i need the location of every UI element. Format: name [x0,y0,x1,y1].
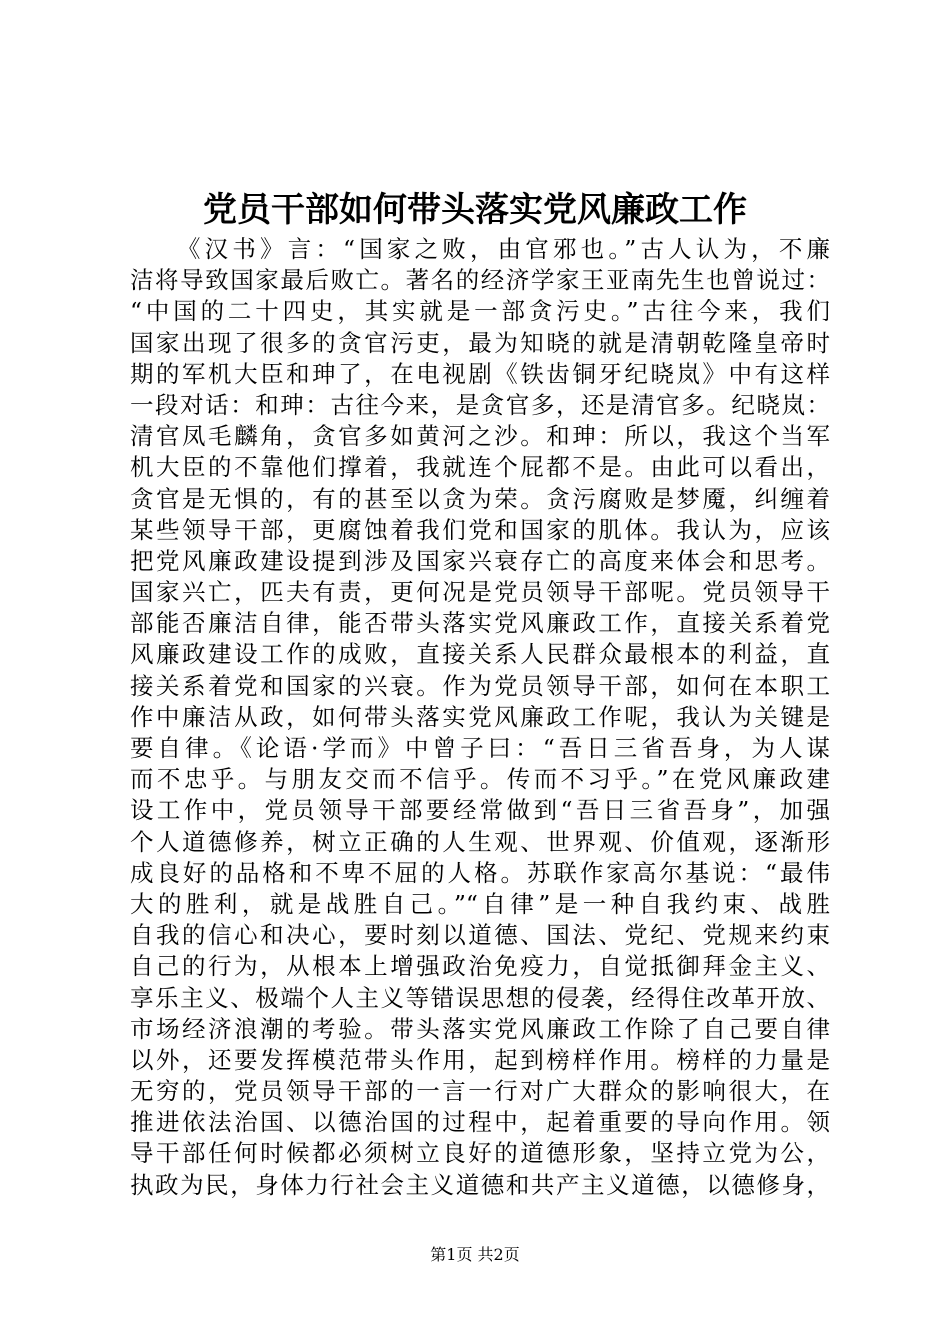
body-line: 作中廉洁从政，如何带头落实党风廉政工作呢，我认为关键是 [130,702,830,731]
body-line: “中国的二十四史，其实就是一部贪污史。”古往今来，我们 [130,297,830,326]
document-body [130,234,830,1201]
body-line: 要自律。《论语·学而》中曾子曰：“吾日三省吾身，为人谋 [130,734,830,762]
body-line: 自己的行为，从根本上增强政治免疫力，自觉抵御拜金主义、 [130,952,830,981]
body-line: 自我的信心和决心，要时刻以道德、国法、党纪、党规来约束 [130,921,830,950]
body-line: 期的军机大臣和珅了，在电视剧《铁齿铜牙纪晓岚》中有这样 [130,359,830,388]
body-line: 清官凤毛麟角，贪官多如黄河之沙。和珅：所以，我这个当军 [130,422,830,451]
body-line: 以外，还要发挥模范带头作用，起到榜样作用。榜样的力量是 [130,1045,830,1074]
page-number-footer: 第1页 共2页 [430,1245,520,1264]
body-line: 贪官是无惧的，有的甚至以贪为荣。贪污腐败是梦魇，纠缠着 [130,484,830,513]
body-line: 市场经济浪潮的考验。带头落实党风廉政工作除了自己要自律 [130,1014,830,1043]
body-line: 国家出现了很多的贪官污吏，最为知晓的就是清朝乾隆皇帝时 [130,328,830,357]
body-line: 大的胜利，就是战胜自己。”“自律”是一种自我约束、战胜 [130,889,830,918]
document-title: 党员干部如何带头落实党风廉政工作 [203,190,747,230]
body-line: 推进依法治国、以德治国的过程中，起着重要的导向作用。领 [130,1108,830,1137]
body-line: 洁将导致国家最后败亡。著名的经济学家王亚南先生也曾说过： [130,266,830,295]
body-line: 《汉书》言：“国家之败，由官邪也。”古人认为，不廉 [177,235,830,263]
body-line: 把党风廉政建设提到涉及国家兴衰存亡的高度来体会和思考。 [130,546,830,575]
body-line: 风廉政建设工作的成败，直接关系人民群众最根本的利益，直 [130,640,830,669]
body-line: 个人道德修养，树立正确的人生观、世界观、价值观，逐渐形 [130,827,830,856]
body-line: 导干部任何时候都必须树立良好的道德形象，坚持立党为公， [130,1139,830,1168]
body-line: 设工作中，党员领导干部要经常做到“吾日三省吾身”，加强 [130,796,830,825]
body-line: 执政为民，身体力行社会主义道德和共产主义道德，以德修身， [130,1170,830,1199]
body-line: 无穷的，党员领导干部的一言一行对广大群众的影响很大，在 [130,1077,830,1106]
body-line: 国家兴亡，匹夫有责，更何况是党员领导干部呢。党员领导干 [130,578,830,607]
body-line: 某些领导干部，更腐蚀着我们党和国家的肌体。我认为，应该 [130,515,830,544]
body-line: 接关系着党和国家的兴衰。作为党员领导干部，如何在本职工 [130,671,830,700]
body-line: 部能否廉洁自律，能否带头落实党风廉政工作，直接关系着党 [130,609,830,638]
body-line: 而不忠乎。与朋友交而不信乎。传而不习乎。”在党风廉政建 [130,765,830,794]
body-line: 一段对话：和珅：古往今来，是贪官多，还是清官多。纪晓岚： [130,390,830,419]
body-line: 成良好的品格和不卑不屈的人格。苏联作家高尔基说：“最伟 [130,858,830,887]
body-line: 享乐主义、极端个人主义等错误思想的侵袭，经得住改革开放、 [130,983,830,1012]
body-line: 机大臣的不靠他们撑着，我就连个屁都不是。由此可以看出， [130,453,830,482]
